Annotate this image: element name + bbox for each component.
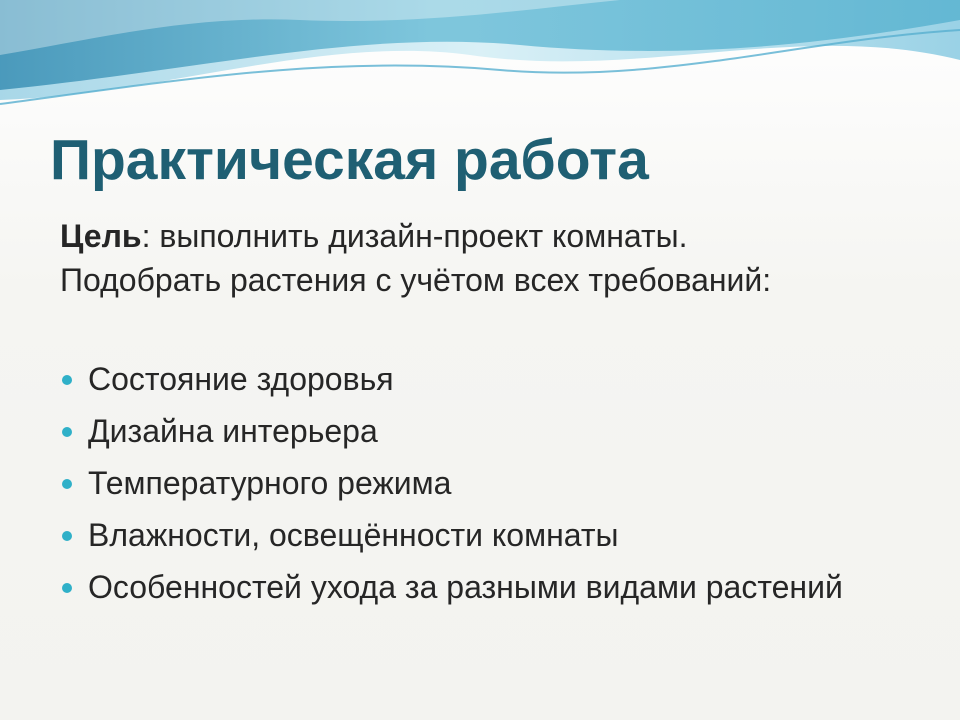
slide-title: Практическая работа	[50, 128, 649, 192]
bullet-dot-icon	[62, 531, 72, 541]
goal-text: : выполнить дизайн-проект комнаты.	[141, 218, 688, 254]
bullet-dot-icon	[62, 375, 72, 385]
list-item: Состояние здоровья	[60, 360, 920, 399]
bullet-dot-icon	[62, 479, 72, 489]
bullet-dot-icon	[62, 583, 72, 593]
list-item: Особенностей ухода за разными видами растений	[60, 568, 848, 607]
intro-subtitle: Подобрать растения с учётом всех требований:	[60, 262, 772, 298]
goal-label: Цель	[60, 218, 142, 254]
list-item: Влажности, освещённости комнаты	[60, 516, 920, 555]
wave-decoration	[0, 0, 960, 120]
goal-line	[60, 214, 920, 258]
bullet-dot-icon	[62, 427, 72, 437]
list-item: Температурного режима	[60, 464, 920, 503]
intro-text	[60, 214, 920, 302]
requirements-list	[60, 360, 920, 620]
list-item: Дизайна интерьера	[60, 412, 920, 451]
